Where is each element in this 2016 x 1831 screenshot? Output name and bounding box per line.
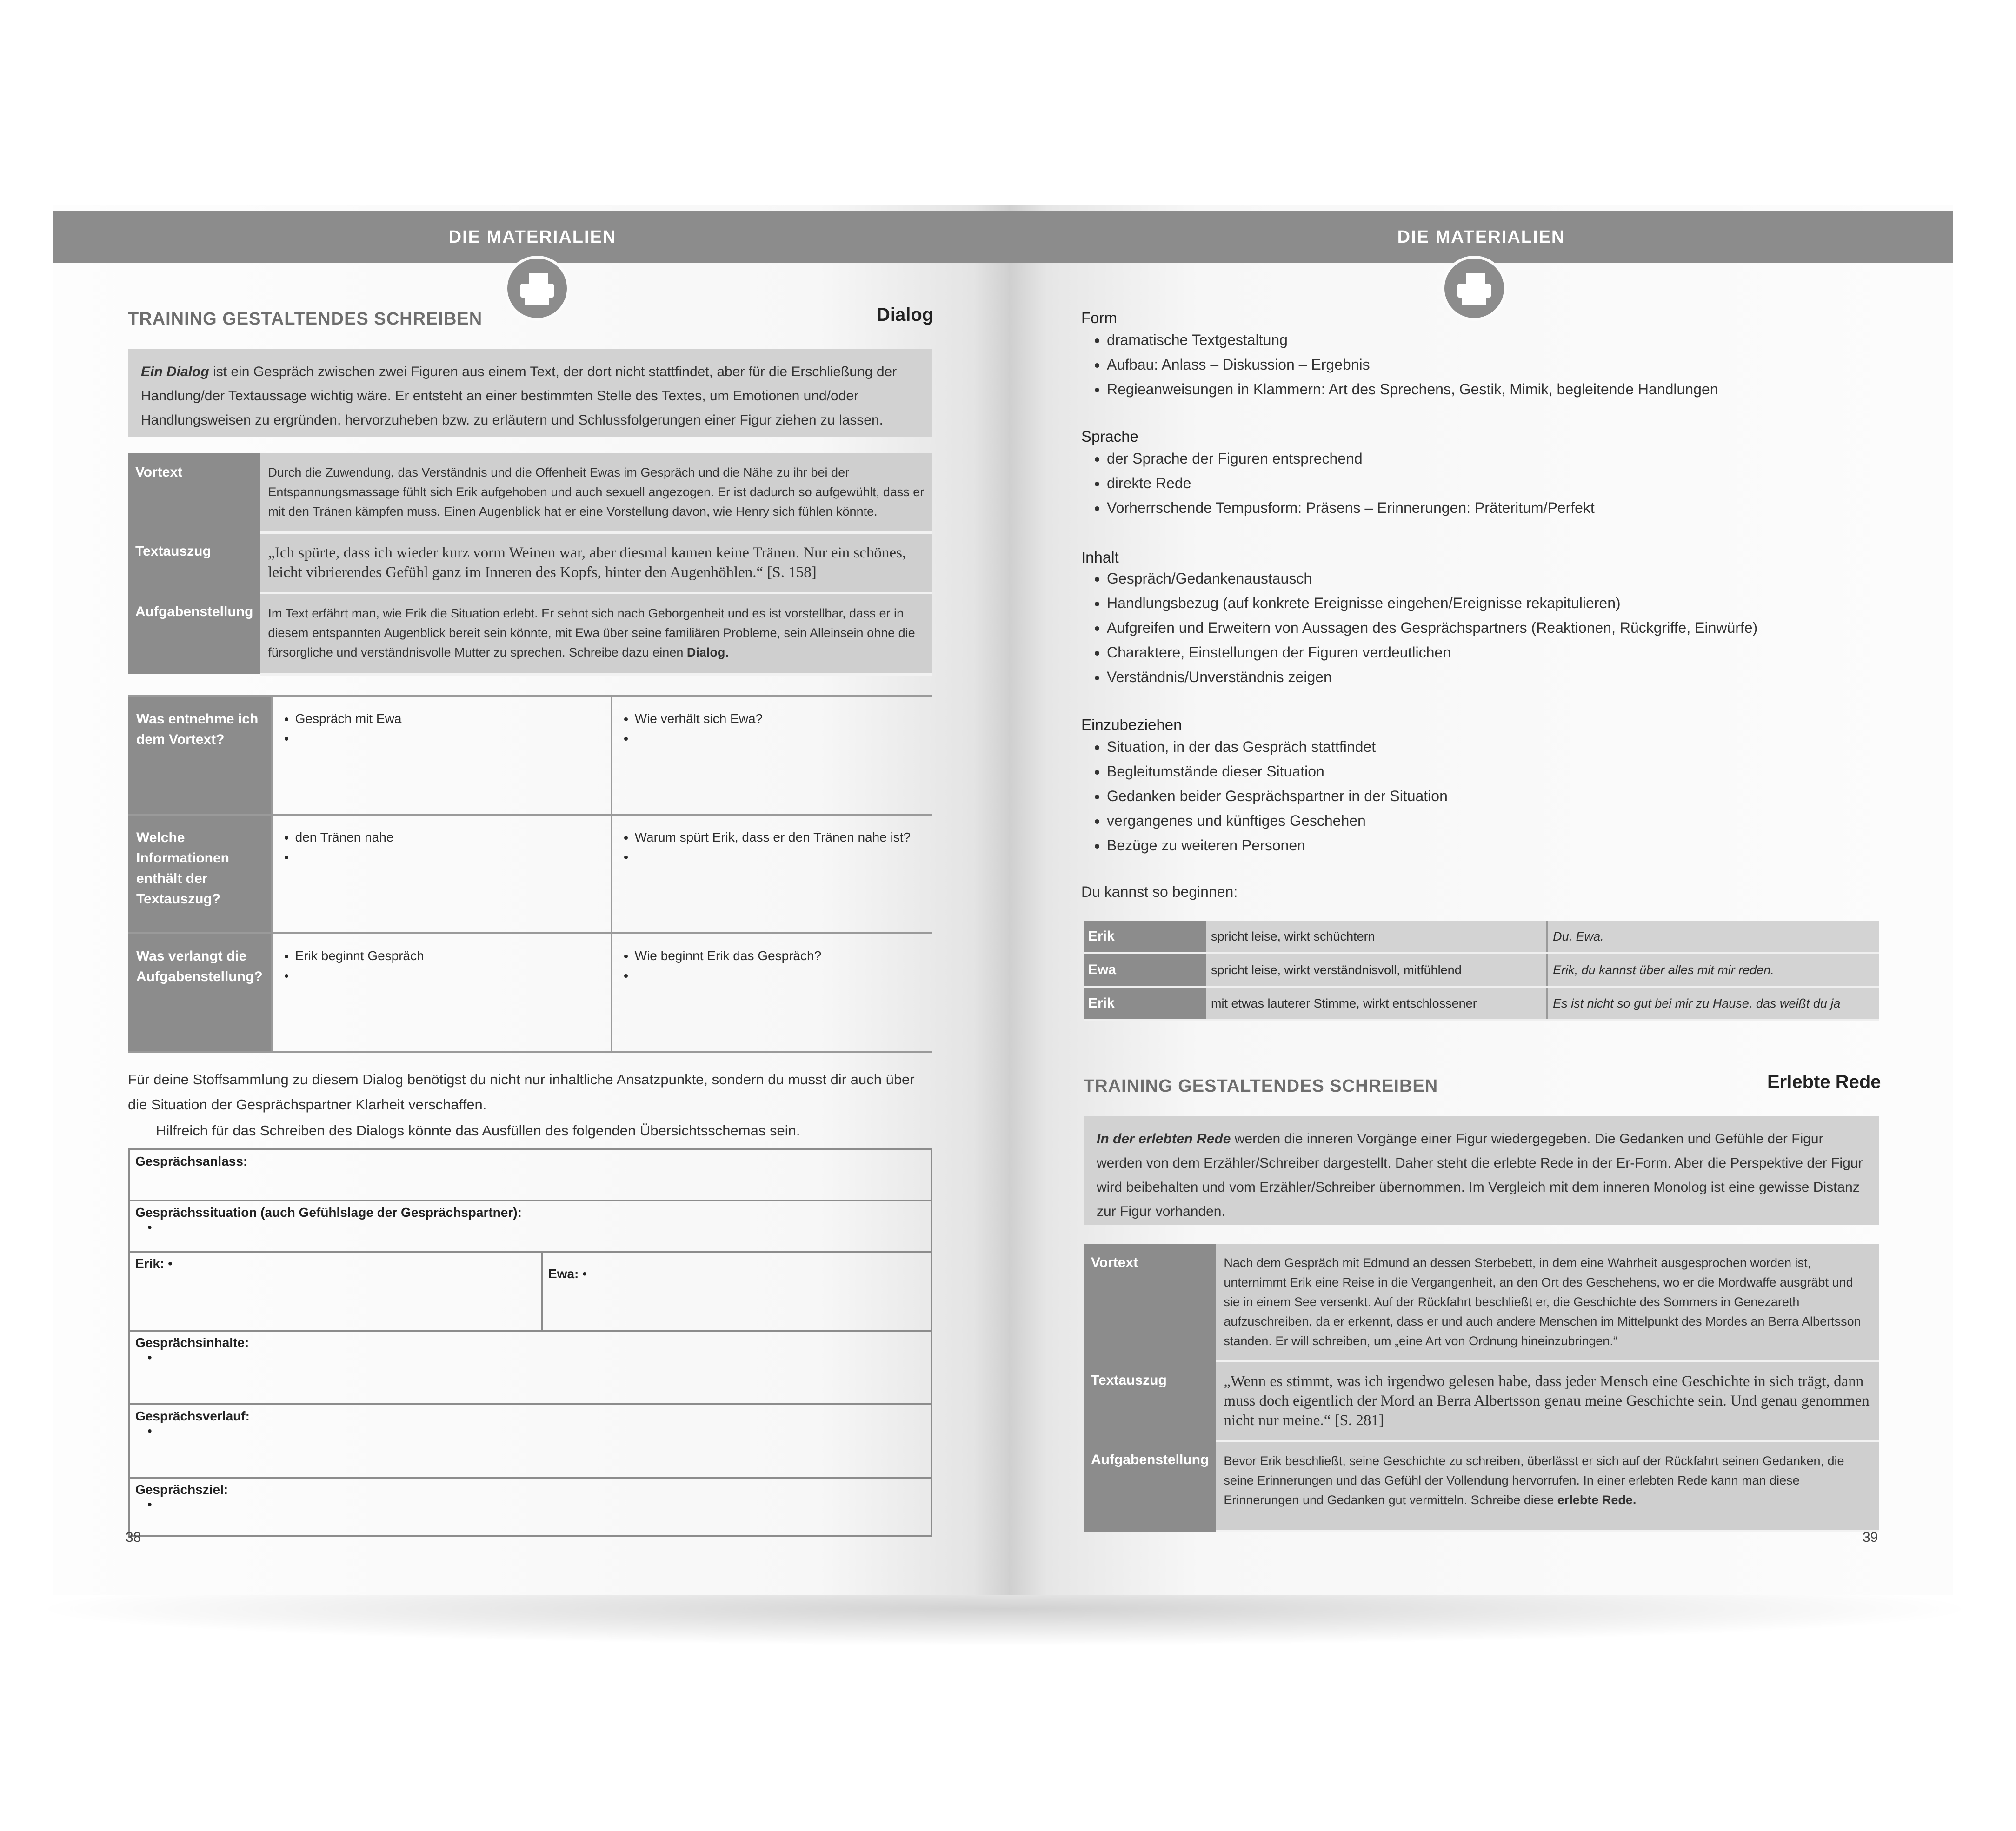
paragraph: Hilfreich für das Schreiben des Dialogs könnte das Ausfüllen des folgenden Übersichtsschemas sein. <box>156 1122 800 1139</box>
schema-anlass[interactable]: Gesprächsanlass: <box>128 1148 932 1200</box>
inhalt-list <box>1081 566 1757 690</box>
list-item: • Bezüge zu weiteren Personen <box>1107 833 1448 858</box>
list-item: • Gespräch/Gedankenaustausch <box>1107 566 1757 591</box>
question-label: Welche Informationen enthält der Textauszug? <box>128 815 272 933</box>
info-text: Durch die Zuwendung, das Verständnis und die Offenheit Ewas im Gespräch und die Nähe zu ihr bei der Entspannungsmassage fühlt sich Erik aufgehoben und auch sexuell angezogen. Er ist dadurch so aufgewühlt, dass er mit den Tränen kämpfen muss. Einen Augenblick hat er eine Vorstellung davon, wie Henry sich fühlen könnte. <box>260 453 932 532</box>
section-subtitle: Erlebte Rede <box>1767 1072 1881 1092</box>
info-label: Aufgabenstellung <box>128 593 260 674</box>
utterance: Es ist nicht so gut bei mir zu Hause, das weißt du ja <box>1547 987 1879 1020</box>
page-number: 39 <box>1863 1530 1878 1545</box>
begin-table <box>1084 921 1879 1021</box>
question-table <box>128 695 932 1053</box>
section-title: TRAINING GESTALTENDES SCHREIBEN <box>1084 1076 1438 1096</box>
schema-erik[interactable]: Erik: • <box>130 1253 543 1330</box>
list-item: • Verständnis/Unverständnis zeigen <box>1107 665 1757 690</box>
section-title: TRAINING GESTALTENDES SCHREIBEN <box>128 309 483 329</box>
answer-item: • den Tränen nahe <box>295 828 602 847</box>
info-label: Textauszug <box>1084 1361 1216 1441</box>
list-item: • Aufbau: Anlass – Diskussion – Ergebnis <box>1107 352 1718 377</box>
info-text: Nach dem Gespräch mit Edmund an dessen Sterbebett, in dem eine Wahrheit ausgesprochen worden ist, unternimmt Erik eine Reise in die Vergangenheit, an den Ort des Geschehens, wo er die Mordwaffe ausgräbt und sie in einem See versenkt. Auf der Rückfahrt beschließt er, die Geschichte des Sommers in Genezareth aufzuschreiben, da er erkennt, dass er und auch andere Menschen im Mittelpunkt des Mordes an Berra Albertsson standen. Er will schreiben, um „eine Art von Ordnung hineinzubringen.“ <box>1216 1244 1879 1361</box>
answer-blank[interactable] <box>295 847 602 867</box>
sprache-list <box>1081 446 1595 520</box>
group-heading: Inhalt <box>1081 549 1119 566</box>
intro-box <box>1084 1116 1879 1225</box>
info-text: Im Text erfährt man, wie Erik die Situation erlebt. Er sehnt sich nach Geborgenheit und es ist vorstellbar, dass er in diesem entspannten Augenblick bereit sein könnte, mit Ewa über seine familiären Probleme, sein Alleinsein ohne die fürsorgliche und verständnisvolle Mutter zu sprechen. Schreibe dazu einen Dialog. <box>260 593 932 674</box>
schema-ziel[interactable]: Gesprächsziel: • <box>128 1477 932 1537</box>
answer-item: • Gespräch mit Ewa <box>295 709 602 729</box>
list-item: • dramatische Textgestaltung <box>1107 328 1718 352</box>
page-number: 38 <box>126 1530 141 1545</box>
list-item: • Gedanken beider Gesprächspartner in der Situation <box>1107 784 1448 809</box>
schema-situation[interactable]: Gesprächssituation (auch Gefühlslage der Gesprächspartner): • <box>128 1200 932 1251</box>
info-table <box>1084 1244 1879 1532</box>
header-band: DIE MATERIALIEN <box>53 211 1011 263</box>
list-item: • Begleitumstände dieser Situation <box>1107 759 1448 784</box>
printer-icon <box>1442 256 1507 321</box>
left-page <box>53 205 1011 1595</box>
group-heading: Sprache <box>1081 428 1138 445</box>
section-subtitle: Dialog <box>877 305 934 325</box>
list-item: • Charaktere, Einstellungen der Figuren verdeutlichen <box>1107 640 1757 665</box>
list-item: • Aufgreifen und Erweitern von Aussagen des Gesprächspartners (Reaktionen, Rückgriffe, Einwürfe) <box>1107 616 1757 640</box>
info-text: „Wenn es stimmt, was ich irgendwo gelesen habe, dass jeder Mensch eine Geschichte in sich trägt, dann muss doch eigentlich der Mord an Berra Albertsson genau meine Geschichte sein. Und genau genommen nicht nur meine.“ [S. 281] <box>1216 1361 1879 1441</box>
list-item: • Regieanweisungen in Klammern: Art des Sprechens, Gestik, Mimik, begleitende Handlungen <box>1107 377 1718 402</box>
answer-blank[interactable] <box>295 966 602 985</box>
speaker: Erik <box>1084 921 1206 953</box>
utterance: Erik, du kannst über alles mit mir reden. <box>1547 953 1879 987</box>
answer-item: • Wie beginnt Erik das Gespräch? <box>635 946 924 966</box>
list-item: • Vorherrschende Tempusform: Präsens – Erinnerungen: Präteritum/Perfekt <box>1107 496 1595 520</box>
question-label: Was entnehme ich dem Vortext? <box>128 696 272 815</box>
intro-term: Ein Dialog <box>141 364 209 379</box>
list-item: • Situation, in der das Gespräch stattfindet <box>1107 735 1448 759</box>
list-item: • direkte Rede <box>1107 471 1595 496</box>
info-table <box>128 453 932 676</box>
form-list <box>1081 328 1718 402</box>
info-label: Vortext <box>1084 1244 1216 1361</box>
speaker: Erik <box>1084 987 1206 1020</box>
intro-text: werden die inneren Vorgänge einer Figur wiedergegeben. Die Gedanken und Gefühle der Figur werden von dem Erzähler/Schreiber dargestellt. Daher steht die erlebte Rede in der Er-Form. Aber die Perspektive der Figur wird beibehalten und vom Erzähler/Schreiber übernommen. Im Vergleich mit dem inneren Monolog ist eine gewisse Distanz zur Figur vorhanden. <box>1097 1131 1863 1219</box>
header-band: DIE MATERIALIEN <box>1009 211 1953 263</box>
answer-item: • Erik beginnt Gespräch <box>295 946 602 966</box>
list-item: • Handlungsbezug (auf konkrete Ereignisse eingehen/Ereignisse rekapitulieren) <box>1107 591 1757 616</box>
info-label: Textauszug <box>128 532 260 593</box>
schema-verlauf[interactable]: Gesprächsverlauf: • <box>128 1403 932 1477</box>
answer-blank[interactable] <box>635 729 924 748</box>
overview-schema <box>128 1148 932 1537</box>
info-text: Bevor Erik beschließt, seine Geschichte zu schreiben, überlässt er sich auf der Rückfahrt seinen Gedanken, die seine Erinnerungen und das Gefühl der Vollendung hervorrufen. In einer erlebten Rede kann man diese Erinnerungen und Gedanken gut vermitteln. Schreibe diese erlebte Rede. <box>1216 1441 1879 1532</box>
schema-inhalte[interactable]: Gesprächsinhalte: • <box>128 1330 932 1403</box>
schema-persons <box>128 1251 932 1330</box>
begin-text: Du kannst so beginnen: <box>1081 883 1238 900</box>
info-label: Vortext <box>128 453 260 532</box>
answer-blank[interactable] <box>635 847 924 867</box>
question-label: Was verlangt die Aufgabenstellung? <box>128 933 272 1052</box>
stage-direction: mit etwas lauterer Stimme, wirkt entschlossener <box>1206 987 1547 1020</box>
answer-blank[interactable] <box>635 966 924 985</box>
speaker: Ewa <box>1084 953 1206 987</box>
group-heading: Form <box>1081 309 1117 326</box>
stage-direction: spricht leise, wirkt schüchtern <box>1206 921 1547 953</box>
list-item: • vergangenes und künftiges Geschehen <box>1107 809 1448 833</box>
group-heading: Einzubeziehen <box>1081 716 1182 733</box>
intro-text: ist ein Gespräch zwischen zwei Figuren aus einem Text, der dort nicht stattfindet, aber für die Erschließung der Handlung/der Textaussage wichtig wäre. Er entsteht an einer bestimmten Stelle des Textes, um Emotionen und/oder Handlungsweisen zu ergründen, hervorzuheben bzw. zu erläutern und Schlussfolgerungen einer Figur ziehen zu lassen. <box>141 364 897 428</box>
einzubeziehen-list <box>1081 735 1448 858</box>
stage-direction: spricht leise, wirkt verständnisvoll, mitfühlend <box>1206 953 1547 987</box>
info-text: „Ich spürte, dass ich wieder kurz vorm Weinen war, aber diesmal kamen keine Tränen. Nur ein schönes, leicht vibrierendes Gefühl ganz im Inneren des Kopfs, hinter den Augenhöhlen.“ [S. 158] <box>260 532 932 593</box>
answer-blank[interactable] <box>295 729 602 748</box>
intro-box <box>128 349 932 437</box>
answer-item: • Warum spürt Erik, dass er den Tränen nahe ist? <box>635 828 924 847</box>
list-item: • der Sprache der Figuren entsprechend <box>1107 446 1595 471</box>
schema-ewa[interactable]: Ewa: • <box>548 1267 587 1281</box>
info-label: Aufgabenstellung <box>1084 1441 1216 1532</box>
intro-term: In der erlebten Rede <box>1097 1131 1231 1147</box>
paragraph: Für deine Stoffsammlung zu diesem Dialog benötigst du nicht nur inhaltliche Ansatzpunkte, sondern du musst dir auch über die Situation der Gesprächspartner Klarheit verschaffen. <box>128 1071 915 1113</box>
utterance: Du, Ewa. <box>1547 921 1879 953</box>
printer-icon <box>505 256 570 321</box>
right-page <box>1009 205 1953 1595</box>
answer-item: • Wie verhält sich Ewa? <box>635 709 924 729</box>
